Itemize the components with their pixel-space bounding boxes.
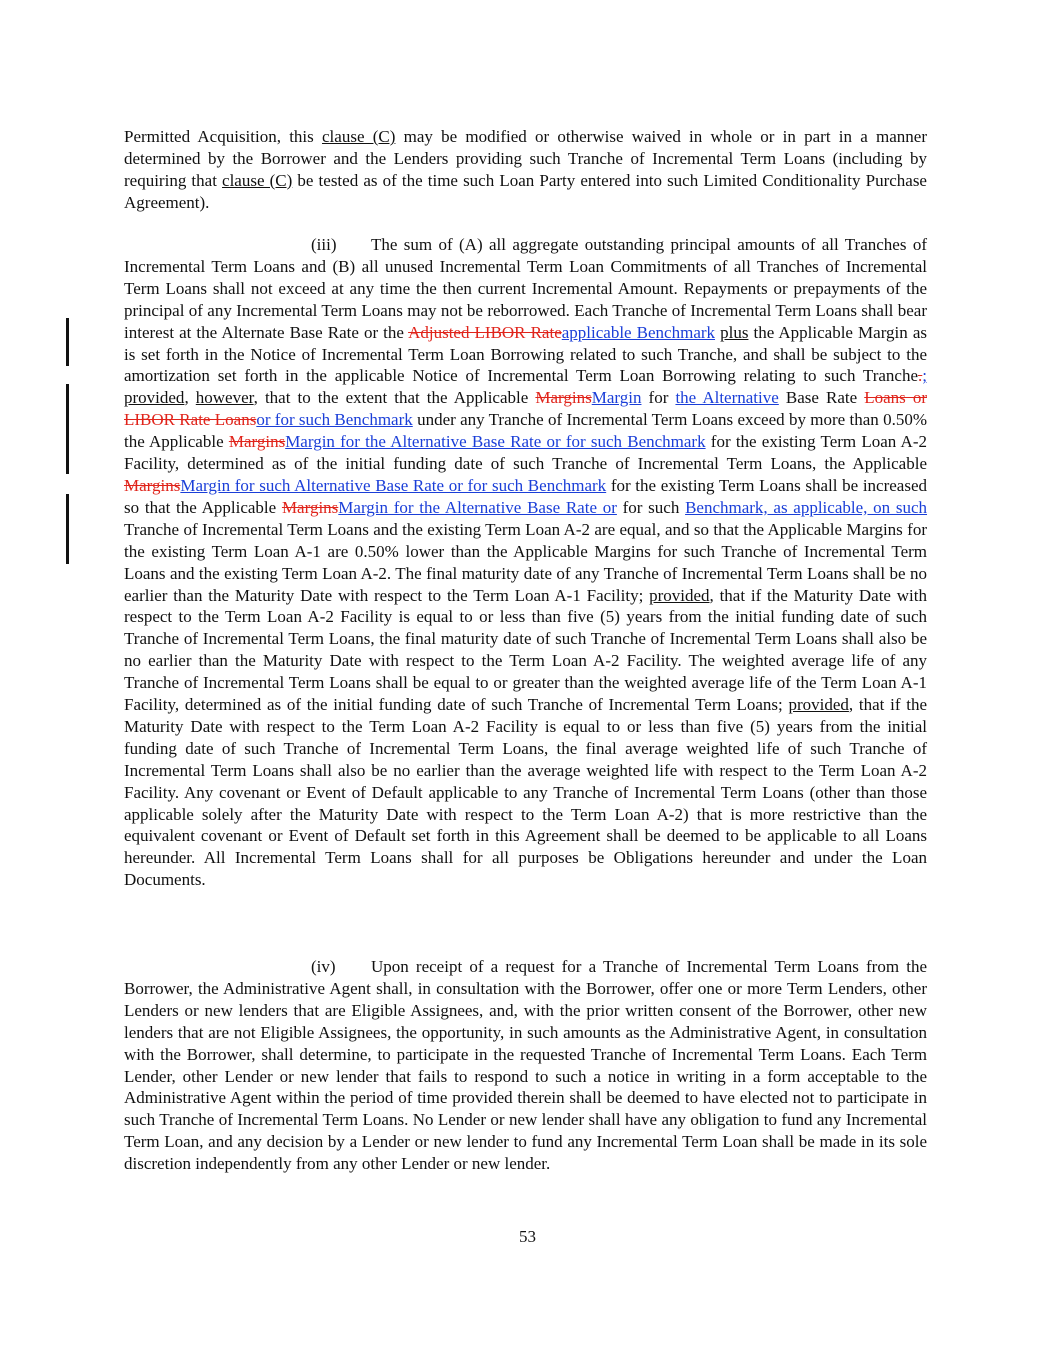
paragraph-continuation: Permitted Acquisition, this clause (C) may be modified or otherwise waived in whole or in part in a manner determined by the Borrower and the Lenders providing such Tranche of Incremental Term Loans (including by requiring that clause (C) be tested as of the time such Loan Party entered into such Limited Conditionality Purchase Agreement). xyxy=(124,127,928,212)
change-bar-2 xyxy=(66,384,69,474)
enumerator-iv: (iv) xyxy=(311,957,336,976)
change-bar-3 xyxy=(66,494,69,564)
enumerator-iii: (iii) xyxy=(311,235,337,254)
inserted-text: Margin for the Alternative Base Rate or xyxy=(338,497,617,517)
inserted-text: Margin for the Alternative Base Rate or for such Benchmark xyxy=(285,432,706,452)
inserted-text: applicable Benchmark xyxy=(561,322,716,342)
paragraph-iv: (iv) Upon receipt of a request for a Tranche of Incremental Term Loans from the Borrower, the Administrative Agent shall, in consultation with the Borrower, offer one or more Term Lenders, other Lenders or new lenders that are Eligible Assignees, and, with the prior written consent of the Borrower, other new lenders that are not Eligible Assignees, the opportunity, in such amounts as the Administrative Agent, in consultation with the Borrower, shall determine, to participate in the requested Tranche of Incremental Term Loans. Each Term Lender, other Lender or new lender that fails to respond to such a notice in writing in a form acceptable to the Administrative Agent within the period of time provided therein shall be deemed to have elected not to participate in such Tranche of Incremental Term Loans. No Lender or new lender shall have any obligation to fund any Incremental Term Loan, and any decision by a Lender or new lender to fund any Incremental Term Loan shall be made in its sole discretion independently from any other Lender or new lender. xyxy=(124,957,927,1174)
inserted-text: Benchmark, as applicable, on such xyxy=(685,497,928,517)
inserted-text: Margin xyxy=(591,388,642,408)
deleted-text: . xyxy=(918,366,923,386)
change-bar-1 xyxy=(66,318,69,366)
paragraph-iii: (iii) The sum of (A) all aggregate outstanding principal amounts of all Tranches of Incremental Term Loans and (B) all unused Incremental Term Loan Commitments of all Tranches of Incremental Term Loans shall not exceed at any time the then current Incremental Amount. Repayments or prepayments of the principal of any Incremental Term Loans may not be reborrowed. Each Tranche of Incremental Term Loans shall bear interest at the Alternate Base Rate or the Adjusted LIBOR Rateapplicable Benchmark plus the Applicable Margin as is set forth in the Notice of Incremental Term Loan Borrowing related to such Tranche, and shall be subject to the amortization set forth in the applicable Notice of Incremental Term Loan Borrowing relating to such Tranche.; provided, however, that to the extent that the Applicable MarginsMargin for the Alternative Base Rate Loans or LIBOR Rate Loansor for such Benchmark under any Tranche of Incremental Term Loans exceed by more than 0.50% the Applicable MarginsMargin for the Alternative Base Rate or for such Benchmark for the existing Term Loan A-2 Facility, determined as of the initial funding date of such Tranche of Incremental Term Loans, the Applicable MarginsMargin for such Alternative Base Rate or for such Benchmark for the existing Term Loans shall be increased so that the Applicable MarginsMargin for the Alternative Base Rate or for such Benchmark, as applicable, on such Tranche of Incremental Term Loans and the existing Term Loan A-2 are equal, and so that the Applicable Margins for the existing Term Loan A-1 are 0.50% lower than the Applicable Margins for such Tranche of Incremental Term Loans and the existing Term Loan A-2. The final maturity date of any Tranche of Incremental Term Loans shall be no earlier than the Maturity Date with respect to the Term Loan A-1 Facility; provided, that if the Maturity Date with respect to the Term Loan A-2 Facility is equal to or less than five (5) years from the initial funding date of such Tranche of Incremental Term Loans, the final maturity date of such Tranche of Incremental Term Loans shall also be no earlier than the Maturity Date with respect to the Term Loan A-2 Facility. The weighted average life of any Tranche of Incremental Term Loans shall be equal to or greater than the weighted average life of the Term Loan A-1 Facility, determined as of the initial funding date of such Tranche of Incremental Term Loans; provided, that if the Maturity Date with respect to the Term Loan A-2 Facility is equal to or less than five (5) years from the initial funding date of such Tranche of Incremental Term Loans, the final average weighted life of such Tranche of Incremental Term Loans shall also be no earlier than the average weighted life with respect to the Term Loan A-2 Facility. Any covenant or Event of Default applicable to any Tranche of Incremental Term Loans (other than those applicable solely after the Maturity Date with respect to the Term Loan A-2) that is more restrictive than the equivalent covenant or Event of Default set forth in this Agreement shall be deemed to be applicable to all Loans hereunder. All Incremental Term Loans shall for all purposes be Obligations hereunder and under the Loan Documents. xyxy=(124,235,928,890)
deleted-text: Margins xyxy=(124,475,181,495)
inserted-text: Margin for such Alternative Base Rate or for such Benchmark xyxy=(180,475,607,495)
deleted-text: Margins xyxy=(281,497,339,517)
deleted-text: Adjusted LIBOR Rate xyxy=(408,322,562,342)
page-number: 53 xyxy=(519,1227,536,1246)
deleted-text: Margins xyxy=(535,388,592,408)
inserted-text: ; xyxy=(922,366,927,386)
deleted-text: Loans or LIBOR Rate Loans xyxy=(124,388,927,430)
deleted-text: Margins xyxy=(228,432,286,452)
inserted-text: or for such Benchmark xyxy=(256,410,413,430)
inserted-text: the Alternative xyxy=(675,388,779,408)
